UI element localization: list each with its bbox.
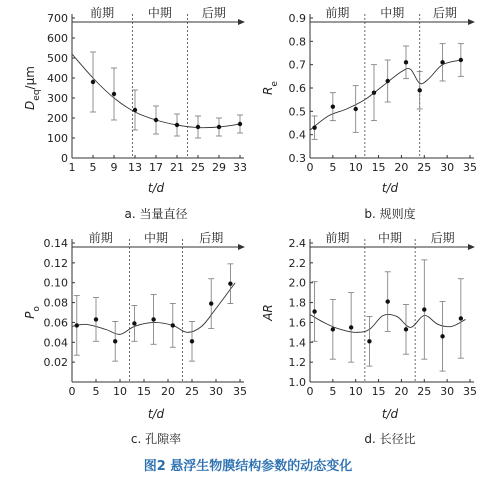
x-tick-label: 15 bbox=[371, 161, 386, 174]
panel-caption: a. 当量直径 bbox=[124, 207, 188, 221]
phase-label: 中期 bbox=[377, 231, 403, 245]
panel-caption: c. 孔隙率 bbox=[130, 432, 182, 446]
y-axis-label bbox=[261, 304, 275, 322]
x-tick-label: 25 bbox=[417, 161, 432, 174]
phase-arrow-head bbox=[468, 19, 475, 25]
data-point bbox=[349, 325, 353, 329]
data-point bbox=[91, 80, 95, 84]
y-axis-label-main: AR bbox=[261, 304, 275, 321]
x-tick-label: 0 bbox=[68, 385, 76, 398]
data-point bbox=[217, 125, 221, 129]
x-tick-label: 15 bbox=[371, 385, 386, 398]
y-tick-label: 0.02 bbox=[43, 356, 68, 370]
x-tick-label: 30 bbox=[440, 385, 455, 398]
x-tick-label: 20 bbox=[394, 385, 409, 398]
data-point bbox=[112, 92, 116, 96]
phase-label: 后期 bbox=[199, 231, 224, 245]
x-tick-label: 5 bbox=[329, 385, 337, 398]
chart-panel-1 bbox=[23, 5, 247, 221]
x-tick-label: 30 bbox=[440, 161, 455, 174]
data-point bbox=[331, 104, 335, 108]
x-tick-label: 20 bbox=[161, 385, 175, 398]
phase-label: 中期 bbox=[380, 6, 405, 20]
x-tick-label: 35 bbox=[463, 161, 477, 174]
phase-arrow-head bbox=[238, 244, 245, 250]
x-tick-label: 10 bbox=[348, 385, 363, 398]
y-tick-label: 2.2 bbox=[288, 256, 306, 270]
x-tick-label: 0 bbox=[306, 161, 314, 174]
y-tick-label: 300 bbox=[47, 92, 68, 105]
data-point bbox=[404, 60, 408, 64]
x-tick-label: 35 bbox=[463, 385, 477, 398]
phase-label: 前期 bbox=[90, 6, 115, 20]
y-tick-label: 0.9 bbox=[288, 12, 306, 25]
data-point bbox=[372, 90, 376, 94]
x-tick-label: 33 bbox=[233, 161, 247, 174]
y-tick-label: 0.7 bbox=[288, 58, 306, 72]
phase-arrow-head bbox=[468, 244, 475, 250]
x-tick-label: 10 bbox=[348, 161, 363, 174]
y-axis-label bbox=[261, 81, 280, 95]
x-tick-label: 25 bbox=[417, 385, 432, 398]
y-tick-label: 2.4 bbox=[288, 237, 306, 250]
y-tick-label: 2.0 bbox=[288, 276, 306, 290]
y-axis-label-unit: /μm bbox=[23, 66, 37, 90]
y-axis-label-main: R bbox=[261, 86, 275, 95]
phase-arrow-head bbox=[238, 19, 245, 25]
phase-label: 前期 bbox=[325, 231, 350, 245]
data-point bbox=[75, 323, 79, 327]
x-tick-label: 9 bbox=[110, 161, 118, 174]
data-point bbox=[94, 317, 98, 321]
y-tick-label: 0 bbox=[61, 152, 68, 165]
y-tick-label: 1.8 bbox=[288, 296, 306, 310]
x-tick-label: 35 bbox=[233, 385, 247, 398]
x-tick-label: 5 bbox=[92, 385, 100, 398]
panel-caption: d. 长径比 bbox=[364, 432, 416, 446]
y-tick-label: 0.14 bbox=[43, 237, 68, 250]
x-tick-label: 25 bbox=[191, 161, 205, 174]
data-point bbox=[459, 58, 463, 62]
chart-panel-2 bbox=[261, 5, 477, 221]
x-tick-label: 21 bbox=[170, 161, 184, 174]
y-tick-label: 0.5 bbox=[288, 105, 306, 119]
y-tick-label: 500 bbox=[47, 52, 68, 65]
y-axis-label-main: D bbox=[23, 100, 37, 110]
y-tick-label: 0.3 bbox=[288, 152, 306, 165]
phase-label: 后期 bbox=[430, 231, 455, 245]
y-tick-label: 0.6 bbox=[288, 82, 306, 95]
y-tick-label: 0.8 bbox=[288, 35, 306, 49]
y-tick-label: 0.06 bbox=[43, 316, 68, 330]
y-tick-label: 200 bbox=[47, 112, 68, 125]
phase-label: 后期 bbox=[432, 6, 457, 20]
y-tick-label: 400 bbox=[47, 72, 68, 85]
data-point bbox=[459, 316, 463, 320]
y-axis-label bbox=[23, 306, 42, 319]
x-tick-label: 17 bbox=[149, 161, 163, 174]
x-tick-label: 15 bbox=[137, 385, 151, 398]
data-point bbox=[238, 122, 242, 126]
data-point bbox=[422, 307, 426, 311]
data-point bbox=[133, 108, 137, 112]
data-point bbox=[418, 88, 422, 92]
x-tick-label: 13 bbox=[128, 161, 142, 174]
data-point bbox=[331, 327, 335, 331]
y-axis-label-sub: e bbox=[270, 81, 280, 87]
y-axis-label-sub: o bbox=[32, 306, 42, 312]
phase-label: 后期 bbox=[201, 6, 226, 20]
y-axis-label-sub: eq bbox=[32, 89, 42, 101]
data-point bbox=[440, 334, 444, 338]
y-tick-label: 600 bbox=[47, 32, 68, 45]
phase-label: 前期 bbox=[88, 231, 113, 245]
data-point bbox=[190, 339, 194, 343]
data-point bbox=[175, 123, 179, 127]
figure-title: 图2 悬浮生物膜结构参数的动态变化 bbox=[143, 459, 353, 474]
x-tick-label: 5 bbox=[89, 161, 97, 174]
y-tick-label: 0.4 bbox=[288, 128, 306, 142]
phase-label: 前期 bbox=[325, 6, 350, 20]
phase-label: 中期 bbox=[143, 231, 169, 245]
data-point bbox=[440, 60, 444, 64]
chart-panel-3 bbox=[23, 230, 247, 446]
data-point bbox=[367, 339, 371, 343]
data-point bbox=[386, 299, 390, 303]
y-tick-label: 0.08 bbox=[43, 296, 68, 310]
y-axis-label bbox=[23, 66, 42, 110]
x-tick-label: 29 bbox=[212, 161, 226, 174]
y-tick-label: 0.12 bbox=[43, 256, 68, 270]
data-point bbox=[404, 327, 408, 331]
data-point bbox=[132, 321, 136, 325]
y-tick-label: 1.4 bbox=[288, 336, 306, 350]
phase-label: 中期 bbox=[147, 6, 172, 20]
data-point bbox=[312, 125, 316, 129]
x-axis-label: t/d bbox=[147, 181, 165, 195]
x-axis-label: t/d bbox=[381, 407, 399, 421]
data-point bbox=[113, 339, 117, 343]
x-tick-label: 30 bbox=[209, 385, 223, 398]
x-tick-label: 5 bbox=[329, 161, 337, 174]
data-point bbox=[171, 323, 175, 327]
data-point bbox=[386, 79, 390, 83]
x-axis-label: t/d bbox=[147, 407, 165, 421]
chart-panel-4 bbox=[261, 230, 477, 446]
y-tick-label: 1.6 bbox=[288, 316, 306, 330]
y-tick-label: 700 bbox=[47, 12, 68, 25]
x-tick-label: 25 bbox=[185, 385, 199, 398]
y-tick-label: 1.0 bbox=[288, 376, 306, 389]
data-point bbox=[354, 107, 358, 111]
x-axis-label: t/d bbox=[381, 181, 399, 195]
y-axis-label-main: P bbox=[23, 311, 37, 319]
data-point bbox=[228, 282, 232, 286]
panel-caption: b. 规则度 bbox=[364, 207, 416, 221]
data-point bbox=[312, 309, 316, 313]
data-point bbox=[151, 317, 155, 321]
y-tick-label: 1.2 bbox=[288, 356, 306, 370]
x-tick-label: 0 bbox=[306, 385, 314, 398]
y-tick-label: 0.04 bbox=[43, 336, 68, 350]
y-tick-label: 100 bbox=[47, 132, 68, 145]
y-tick-label: 0.10 bbox=[43, 276, 68, 290]
x-tick-label: 10 bbox=[113, 385, 127, 398]
x-tick-label: 20 bbox=[394, 161, 409, 174]
data-point bbox=[209, 301, 213, 305]
x-tick-label: 1 bbox=[68, 161, 76, 174]
data-point bbox=[154, 118, 158, 122]
data-point bbox=[196, 125, 200, 129]
